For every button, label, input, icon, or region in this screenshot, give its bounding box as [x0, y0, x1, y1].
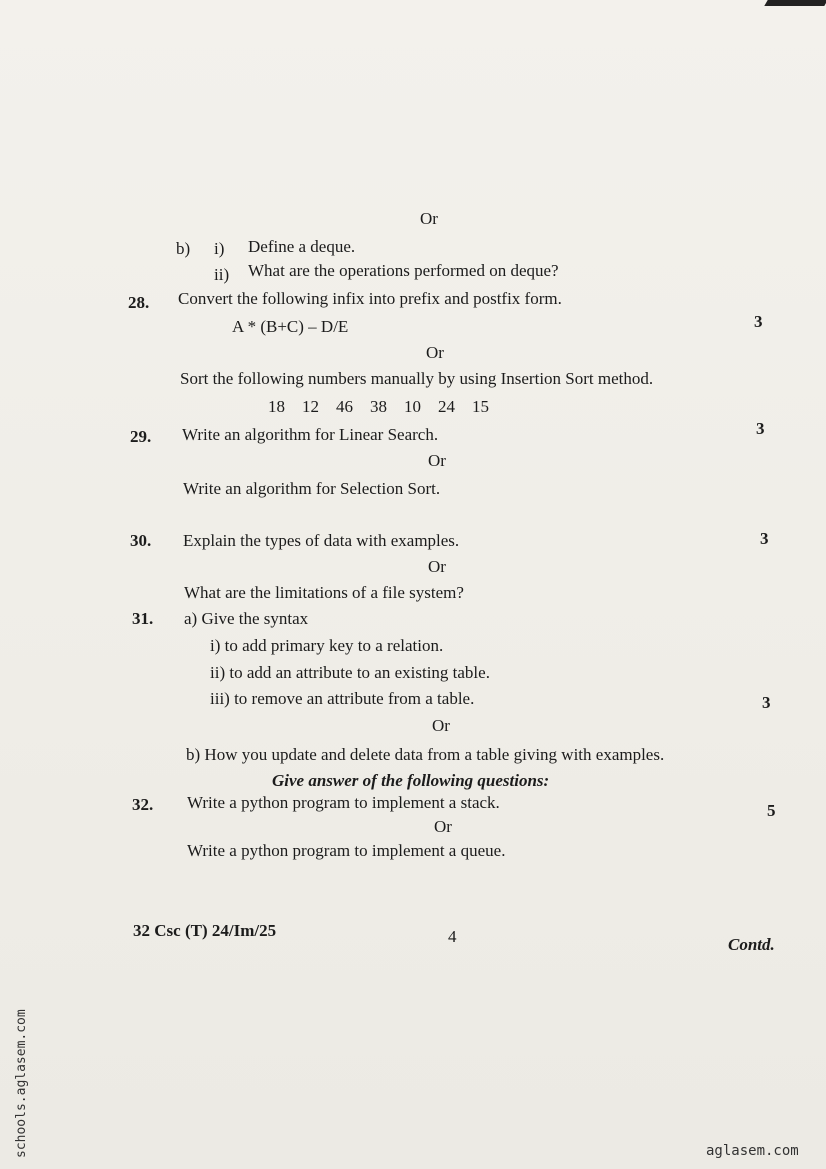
marks: 3 — [756, 419, 765, 438]
question-number: 29. — [130, 427, 152, 446]
bottom-watermark: aglasem.com — [706, 1143, 799, 1159]
or-separator: Or — [434, 817, 452, 836]
or-separator: Or — [428, 557, 446, 576]
contd-label: Contd. — [728, 935, 775, 954]
q27b-label: b) — [176, 239, 191, 258]
or-separator: Or — [432, 716, 450, 735]
page-number: 4 — [448, 927, 457, 946]
q31-a-iii: iii) to remove an attribute from a table. — [210, 689, 475, 708]
q31-b-text: b) How you update and delete data from a table giving with examples. — [186, 745, 665, 764]
question-number: 32. — [132, 795, 154, 814]
marks: 5 — [767, 801, 776, 820]
question-text: Write a python program to implement a stack. — [187, 793, 500, 812]
or-separator: Or — [428, 451, 446, 470]
number-item: 12 — [302, 397, 319, 416]
number-item: 38 — [370, 397, 387, 416]
alternative-question-text: Write an algorithm for Selection Sort. — [183, 479, 441, 498]
marks: 3 — [754, 312, 763, 331]
q27b-i-label: i) — [214, 239, 225, 258]
alternative-question-text: What are the limitations of a file system? — [184, 583, 464, 602]
number-list — [268, 398, 506, 415]
question-number: 28. — [128, 293, 150, 312]
alternative-question-text: Write a python program to implement a queue. — [187, 841, 506, 860]
vertical-watermark: schools.aglasem.com — [14, 1009, 29, 1158]
q27b-i-text: Define a deque. — [248, 237, 356, 256]
or-separator: Or — [426, 343, 444, 362]
marks: 3 — [762, 693, 771, 712]
number-item: 24 — [438, 397, 455, 416]
question-text: Explain the types of data with examples. — [183, 531, 460, 550]
q31-a-i: i) to add primary key to a relation. — [210, 636, 444, 655]
question-text: Convert the following infix into prefix and postfix form. — [178, 289, 562, 308]
number-item: 15 — [472, 397, 489, 416]
q27b-ii-label: ii) — [214, 265, 230, 284]
question-number: 31. — [132, 609, 154, 628]
question-number: 30. — [130, 531, 152, 550]
section-heading: Give answer of the following questions: — [272, 771, 550, 790]
alternative-question-text: Sort the following numbers manually by using Insertion Sort method. — [180, 369, 654, 388]
marks: 3 — [760, 529, 769, 548]
paper-code: 32 Csc (T) 24/Im/25 — [133, 921, 277, 940]
q31-a-ii: ii) to add an attribute to an existing table. — [210, 663, 490, 682]
q31-a-text: a) Give the syntax — [184, 609, 309, 628]
number-item: 18 — [268, 397, 285, 416]
page-corner-shadow — [764, 0, 826, 6]
q27b-ii-text: What are the operations performed on deque? — [248, 261, 559, 280]
question-text: Write an algorithm for Linear Search. — [182, 425, 439, 444]
number-item: 46 — [336, 397, 353, 416]
infix-expression: A * (B+C) – D/E — [232, 317, 349, 336]
number-item: 10 — [404, 397, 421, 416]
or-separator: Or — [420, 209, 438, 228]
